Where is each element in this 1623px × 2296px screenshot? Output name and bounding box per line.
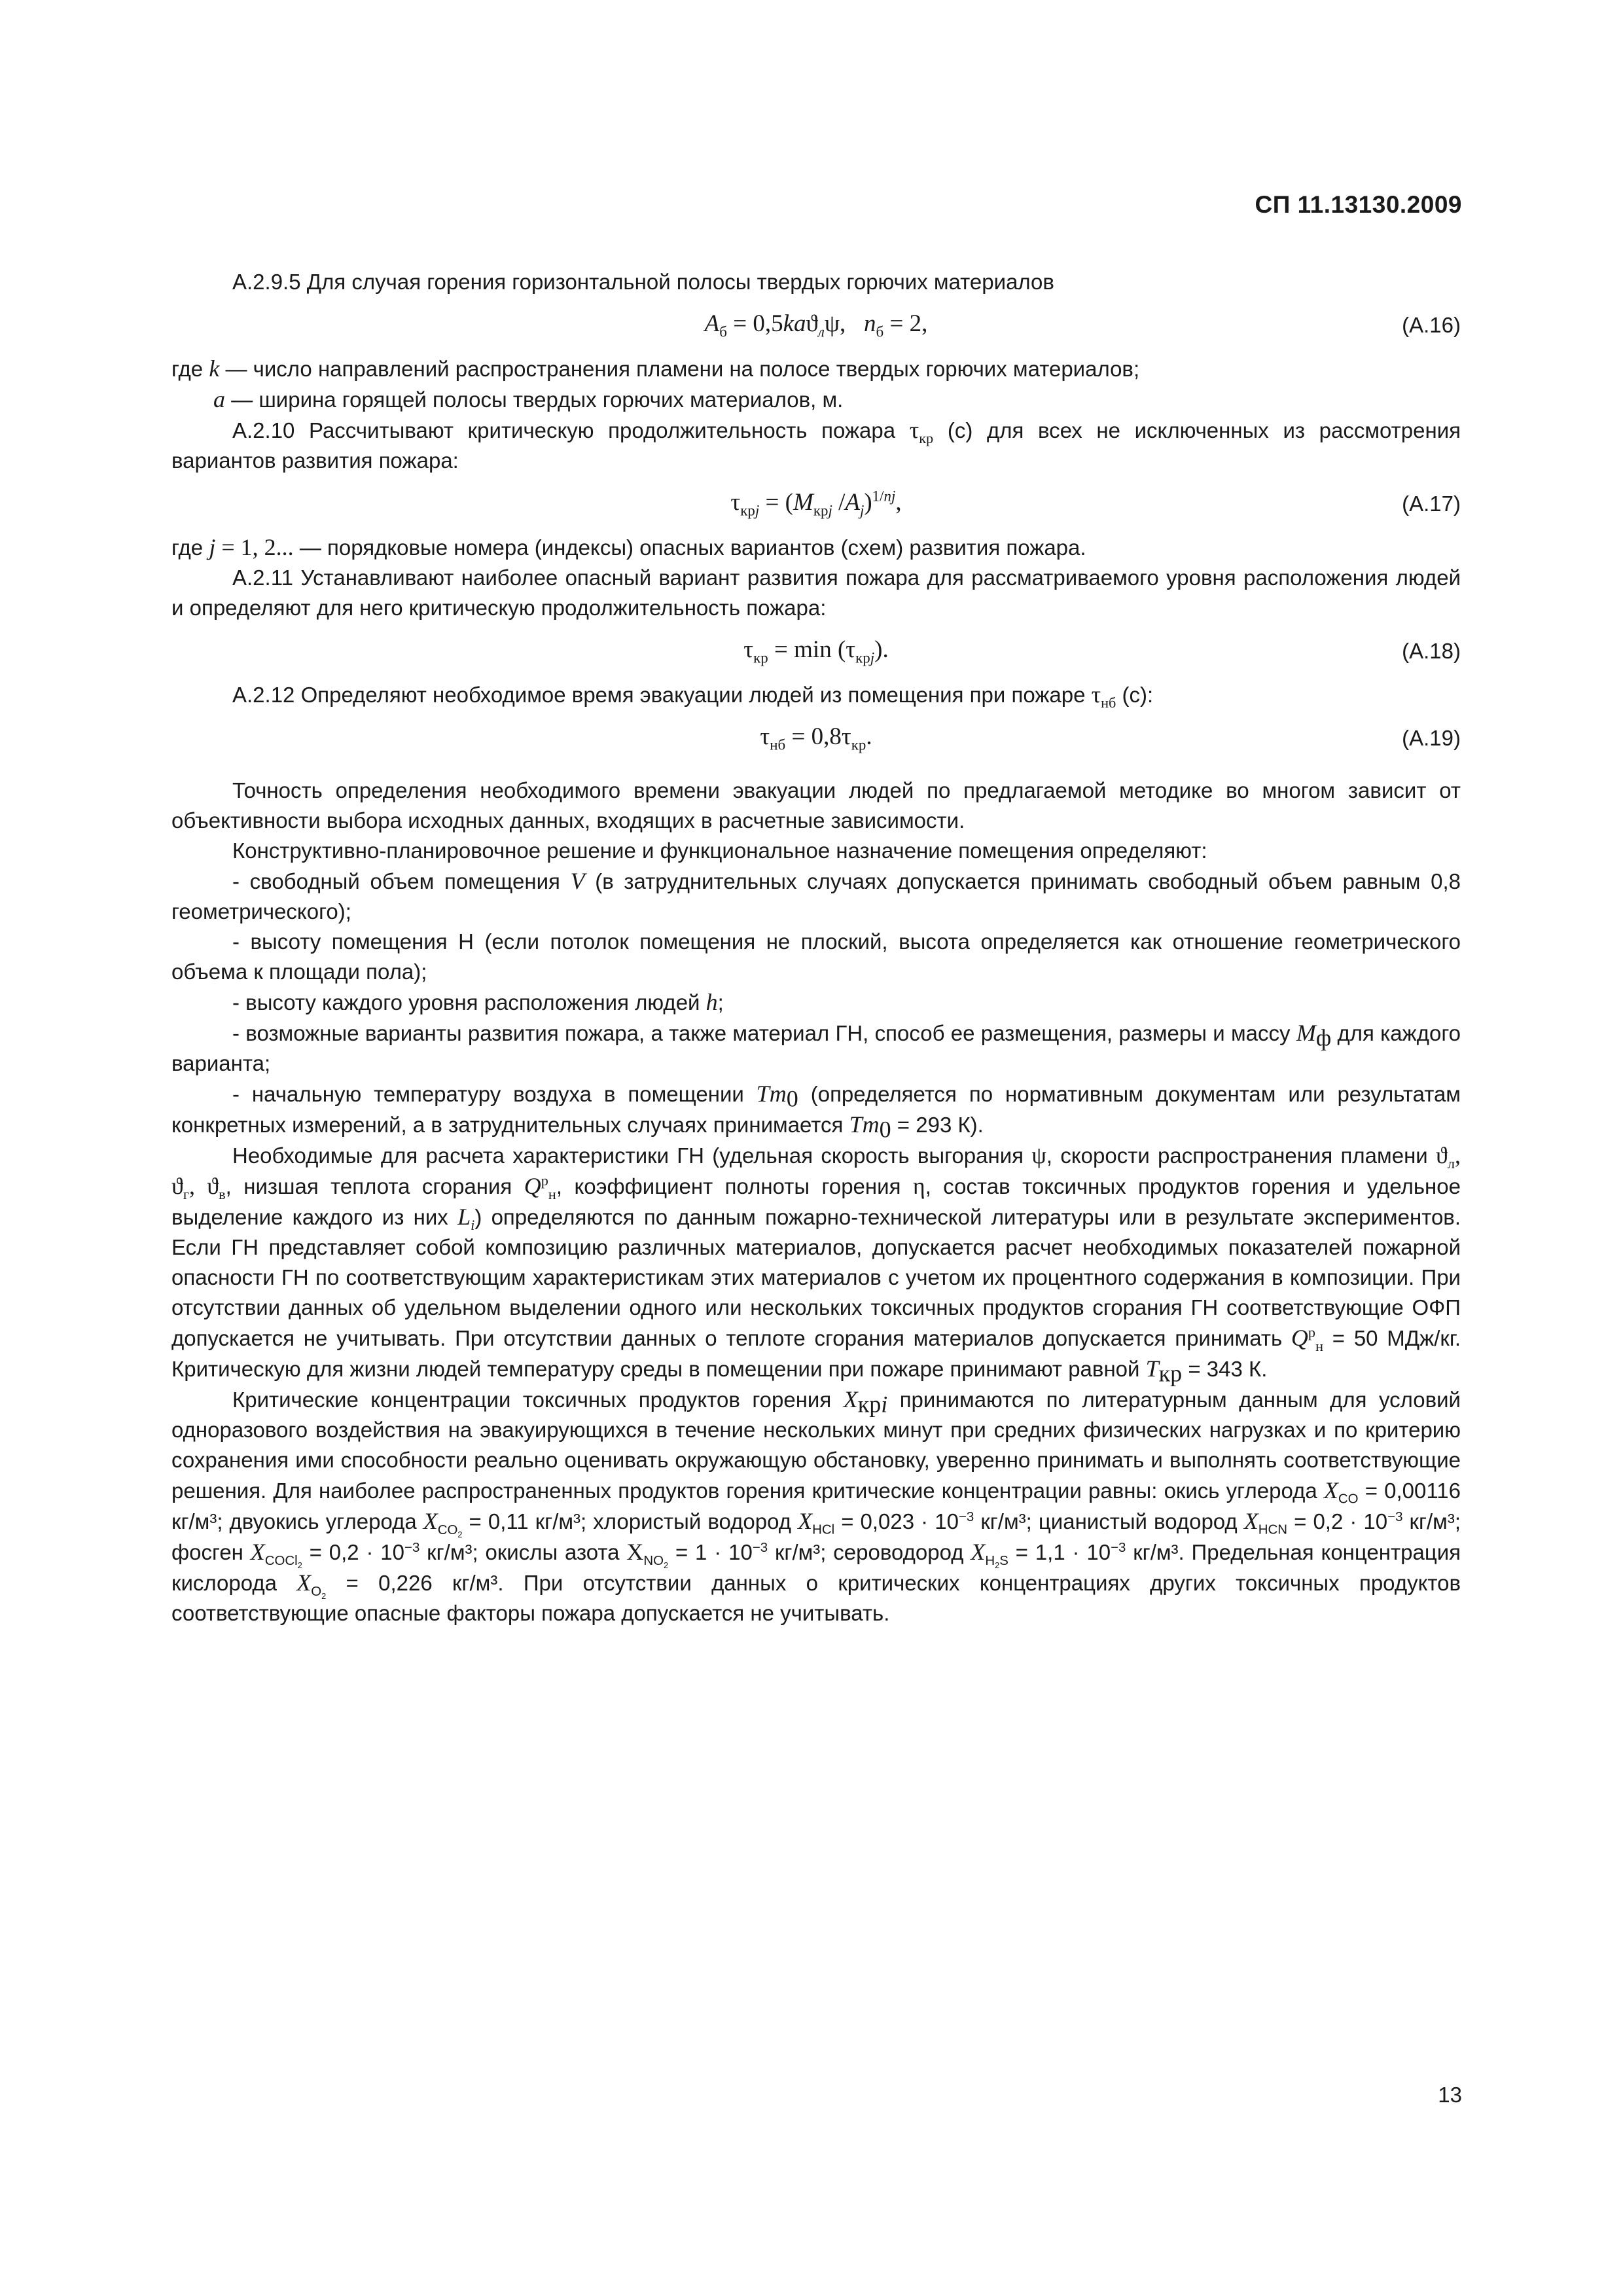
formula-a17-number: (А.17) [1402,492,1461,516]
formula-a18 [171,627,1461,674]
page-number: 13 [1438,2083,1462,2107]
paragraph-gn-characteristics: Необходимые для расчета характеристики ГН (удельная скорость выгорания ψ, скорости распространения пламени $ϑ_л$, $ϑ_г$, $ϑ_в$, низшая теплота сгорания $Q^р_н$, коэффициент полноты горения η, состав токсичных продуктов горения и удельное выделение каждого из них $L_i$) определяются по данным пожарно-технической литературы или в результате экспериментов. Если ГН представляет собой композицию различных материалов, допускается расчет необходимых показателей пожарной опасности ГН по соответствующим характеристикам этих материалов с учетом их процентного содержания в композиции. При отсутствии данных об удельном выделении одного или нескольких токсичных продуктов сгорания ГН соответствующие ОФП допускается не учитывать. При отсутствии данных о теплоте сгорания материалов допускается принимать $Q^р_н = 50$ МДж/кг. Критическую для жизни людей температуру среды в помещении при пожаре принимают равной $T_{кр} = 343$ К. [171,1142,1461,1387]
formula-a18-expression: $\tau_{кр} = \min (\tau_{крj})$. [743,636,889,666]
list-item-fire-variants: - возможные варианты развития пожара, а также материал ГН, способ ее размещения, размеры и массу $M_ф$ для каждого варианта; [171,1020,1461,1075]
paragraph-a295: А.2.9.5 Для случая горения горизонтальной полосы твердых горючих материалов [232,270,1054,294]
paragraph-design-solution: Конструктивно-планировочное решение и функциональное назначение помещения определяют: [232,838,1207,863]
paragraph-where-k: где k — число направлений распространения пламени на полосе твердых горючих материалов; [171,355,1140,382]
list-item-initial-temperature: - начальную температуру воздуха в помещении $Tm_0$ (определяется по нормативным документам или результатам конкретных измерений, а в затруднительных случаях принимается $Tm_0 = 293$ К). [171,1081,1461,1143]
list-item-level-height: - высоту каждого уровня расположения людей h; [232,989,724,1015]
paragraph-a211: А.2.11 Устанавливают наиболее опасный вариант развития пожара для рассматриваемого уровня расположения людей и определяют для него критическую продолжительность пожара: [171,565,1461,620]
paragraph-critical-concentrations: Критические концентрации токсичных продуктов горения $X_{крi}$ принимаются по литературным данным для условий одноразового воздействия на эвакуирующихся в течение нескольких минут при средних физических нагрузках и по критерию сохранения ими способности реально оценивать окружающую обстановку, уверенно принимать и выполнять соответствующие решения. Для наиболее распространенных продуктов горения критические концентрации равны: окись углерода $X_{CO} = 0,00116$ кг/м³; двуокись углерода $X_{CO_2} = 0,11$ кг/м³; хлористый водород $X_{HCl} = 0,023 \cdot 10^{-3}$ кг/м³; цианистый водород $X_{HCN} = 0,2 \cdot 10^{-3}$ кг/м³; фосген $X_{COCl_2} = 0,2 \cdot 10^{-3}$ кг/м³; окислы азота $X_{NO_2} = 1 \cdot 10^{-3}$ кг/м³; сероводород $X_{H_2S} = 1,1 \cdot 10^{-3}$ кг/м³. Предельная концентрация кислорода $X_{O_2} = 0,226$ кг/м³. При отсутствии данных о критических концентрациях других токсичных продуктов соответствующие опасные факторы пожара допускается не учитывать. [171,1386,1461,1625]
paragraph-where-j: где j = 1, 2... — порядковые номера (индексы) опасных вариантов (схем) развития пожара. [171,534,1086,560]
page-body [171,267,1461,1628]
formula-a16-number: (А.16) [1402,313,1461,337]
list-item-volume: - свободный объем помещения V (в затруднительных случаях допускается принимать свободный объем равным 0,8 геометрического); [171,868,1461,924]
list-item-height: - высоту помещения H (если потолок помещения не плоский, высота определяется как отношение геометрического объема к площади пола); [171,929,1461,984]
paragraph-accuracy: Точность определения необходимого времени эвакуации людей по предлагаемой методике во многом зависит от объективности выбора исходных данных, входящих в расчетные зависимости. [171,778,1461,833]
formula-a18-number: (А.18) [1402,639,1461,663]
document-code: СП 11.13130.2009 [1255,191,1462,218]
formula-a16 [171,301,1461,348]
formula-a19-number: (А.19) [1402,726,1461,750]
paragraph-a212: А.2.12 Определяют необходимое время эвакуации людей из помещения при пожаре $\tau_{нб}$ (с): [232,681,1154,711]
formula-a19-expression: $\tau_{нб} = 0,8\tau_{кр}$. [760,723,872,753]
formula-a17 [171,480,1461,527]
paragraph-where-a: a — ширина горящей полосы твердых горючих материалов, м. [213,386,844,412]
paragraph-a210: А.2.10 Рассчитывают критическую продолжительность пожара $\tau_{кр}$ (с) для всех не исключенных из рассмотрения вариантов развития пожара: [171,417,1461,473]
formula-a17-expression: $\tau_{крj} = (M_{крj}$ $/A_j)^{1/nj}$, [730,488,902,519]
formula-a16-expression: $A_б = 0,5kaϑ_л\psi$, $n_б = 2$, [704,310,928,340]
formula-a19 [171,714,1461,761]
